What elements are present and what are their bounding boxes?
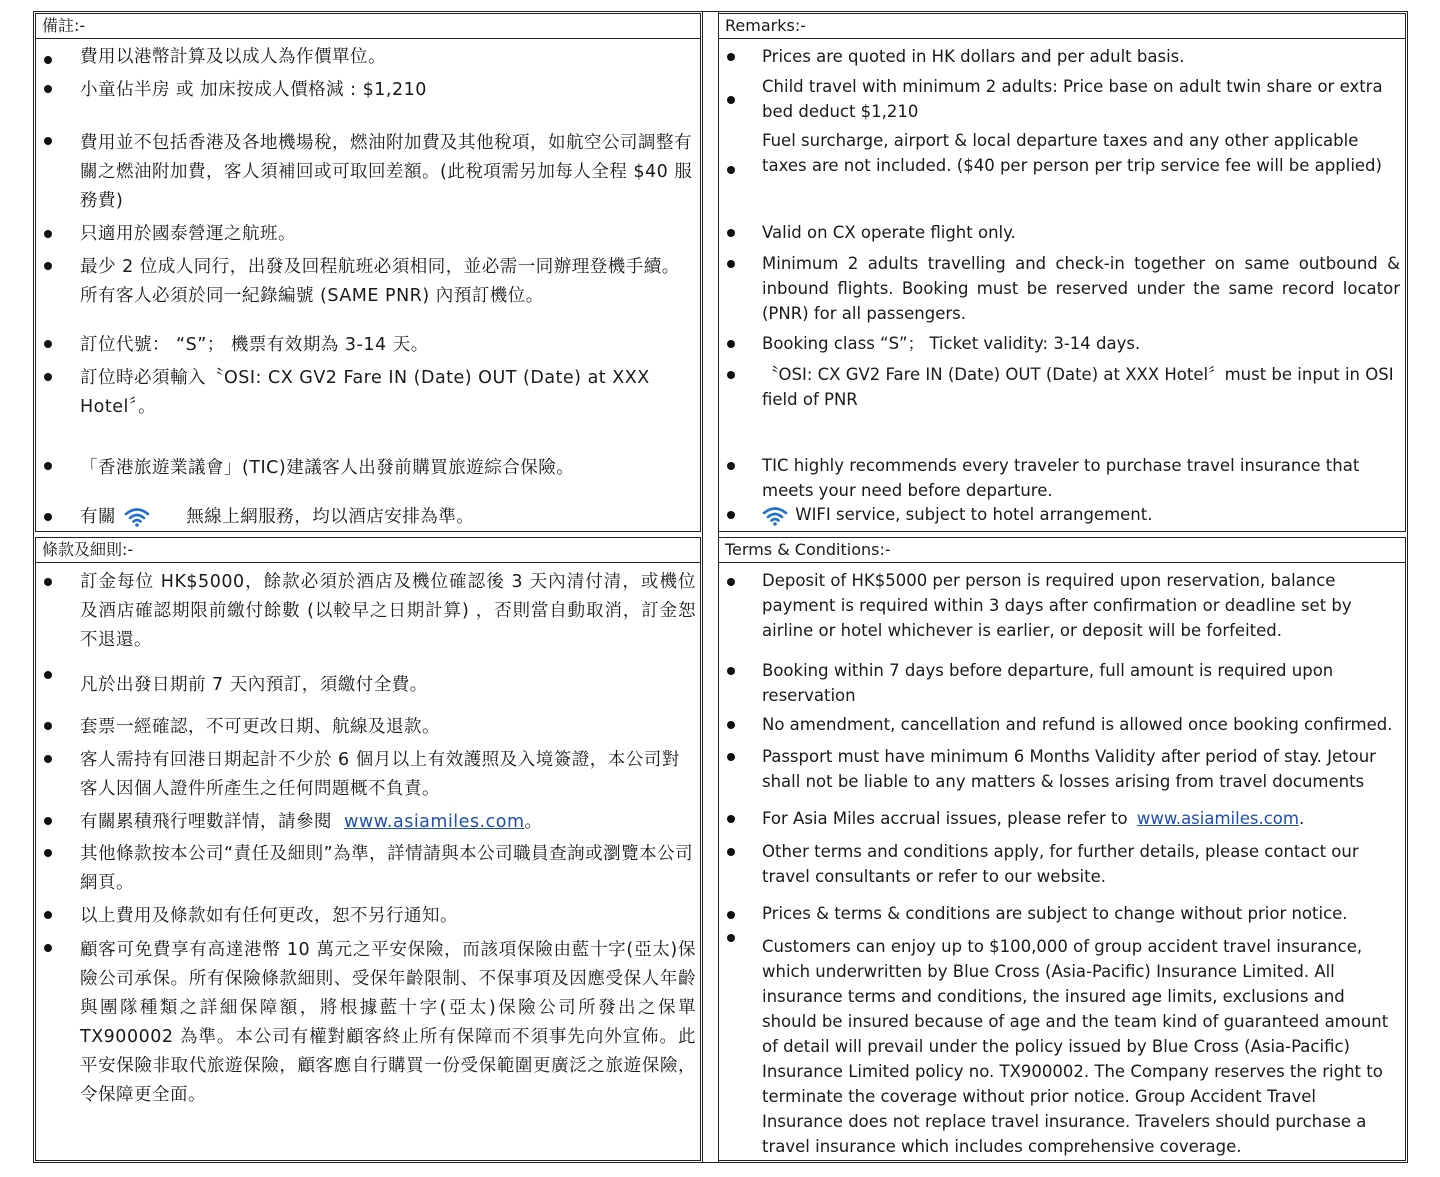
remarks-header-zh: 備註:- xyxy=(35,13,701,39)
wifi-icon xyxy=(124,506,150,528)
terms-header-zh: 條款及細則:- xyxy=(35,537,701,563)
terms-list-zh: 訂金每位 HK$5000，餘款必須於酒店及機位確認後 3 天內清付清，或機位及酒店確認期限前繳付餘數 (以較早之日期計算) ，否則當自動取消，訂金恕不退還。 凡於出發日期前 7 天內預訂，須繳付全費。 套票一經確認，不可更改日期、航線及退款。 客人需持有回港日期起計不少於 6 個月以上有效護照及入境簽證，本公司對客人因個人證件所產生之任何問題概不負責。 有關累積飛行哩數詳情，請參閱 www.asiamiles.com。 其他條款按本公司“責任及細則”為準，詳情請與本公司職員查詢或瀏覽本公司網頁。 以上費用及條款如有任何更改，恕不另行通知。 顧客可免費享有高達港幣 10 萬元之平安保險，而該項保險由藍十字(亞太)保險公司承保。所有保險條款細則、受保年齡限制、不保事項及因應受保人年齡與團隊種類之詳細保障額，將根據藍十字(亞太)保險公司所發出之保單 TX900002 為準。本公司有權對顧客終止所有保障而不須事先向外宣佈。此平安保險非取代旅遊保險，顧客應自行購買一份受保範圍更廣泛之旅遊保險，令保障更全面。 xyxy=(40,563,696,1161)
remarks-list-zh: 費用以港幣計算及以成人為作價單位。 小童佔半房 或 加床按成人價格減 : $1,210 費用並不包括香港及各地機場稅，燃油附加費及其他稅項，如航空公司調整有關之燃油附加費，客人須補回或可取回差額。(此稅項需另加每人全程 $40 服務費) 只適用於國泰營運之航班。 最少 2 位成人同行，出發及回程航班必須相同，並必需一同辦理登機手續。所有客人必須於同一紀錄編號 (SAME PNR) 內預訂機位。 訂位代號： “S”； 機票有效期為 3-14 天。 訂位時必須輸入〝OSI: CX GV2 Fare IN (Date) OUT (Date) at XXX Hotel〞。 「香港旅遊業議會」(TIC)建議客人出發前購買旅遊綜合保險。 有關 無線上網服務，均以酒店安排為準。 xyxy=(40,39,696,532)
column-gutter xyxy=(702,12,719,1162)
terms-header-en: Terms & Conditions:- xyxy=(718,537,1406,563)
terms-list-en: Deposit of HK$5000 per person is required upon reservation, balance payment is required within 3 days after confirmation or deadline set by airline or hotel whichever is earlier, or deposit will be forfeited. Booking within 7 days before departure, full amount is required upon reservation No amendment, cancellation and refund is allowed once booking confirmed. Passport must have minimum 6 Months Validity after period of stay. Jetour shall not be liable to any matters & losses arising from travel documents For Asia Miles accrual issues, please refer to www.asiamiles.com. Other terms and conditions apply, for further details, please contact our travel consultants or refer to our website. Prices & terms & conditions are subject to change without prior notice. Customers can enjoy up to $100,000 of group accident travel insurance, which underwritten by Blue Cross (Asia-Pacific) Insurance Limited. All insurance terms and conditions, the insured age limits, exclusions and should be insured because of age and the team kind of guaranteed amount of detail will prevail under the policy issued by Blue Cross (Asia-Pacific) Insurance Limited policy no. TX900002. The Company reserves the right to terminate the coverage without prior notice. Group Accident Travel Insurance does not replace travel insurance. Travelers should purchase a travel insurance which includes comprehensive coverage. xyxy=(722,563,1400,1161)
wifi-icon xyxy=(762,505,788,527)
asiamiles-link[interactable]: www.asiamiles.com xyxy=(1136,809,1299,828)
asiamiles-link[interactable]: www.asiamiles.com xyxy=(344,812,525,832)
remarks-list-en: Prices are quoted in HK dollars and per adult basis. Child travel with minimum 2 adults: Price base on adult twin share or extra bed deduct $1,210 Fuel surcharge, airport & local departure taxes and any other applicable taxes are not included. ($40 per person per trip service fee will be applied) Valid on CX operate flight only. Minimum 2 adults travelling and check-in together on same outbound & inbound flights. Booking must be reserved under the same record locator (PNR) for all passengers. Booking class “S”； Ticket validity: 3-14 days. 〝OSI: CX GV2 Fare IN (Date) OUT (Date) at XXX Hotel〞must be input in OSI field of PNR TIC highly recommends every traveler to purchase travel insurance that meets your need before departure. WIFI service, subject to hotel arrangement. xyxy=(722,39,1400,532)
remarks-header-en: Remarks:- xyxy=(718,13,1406,39)
